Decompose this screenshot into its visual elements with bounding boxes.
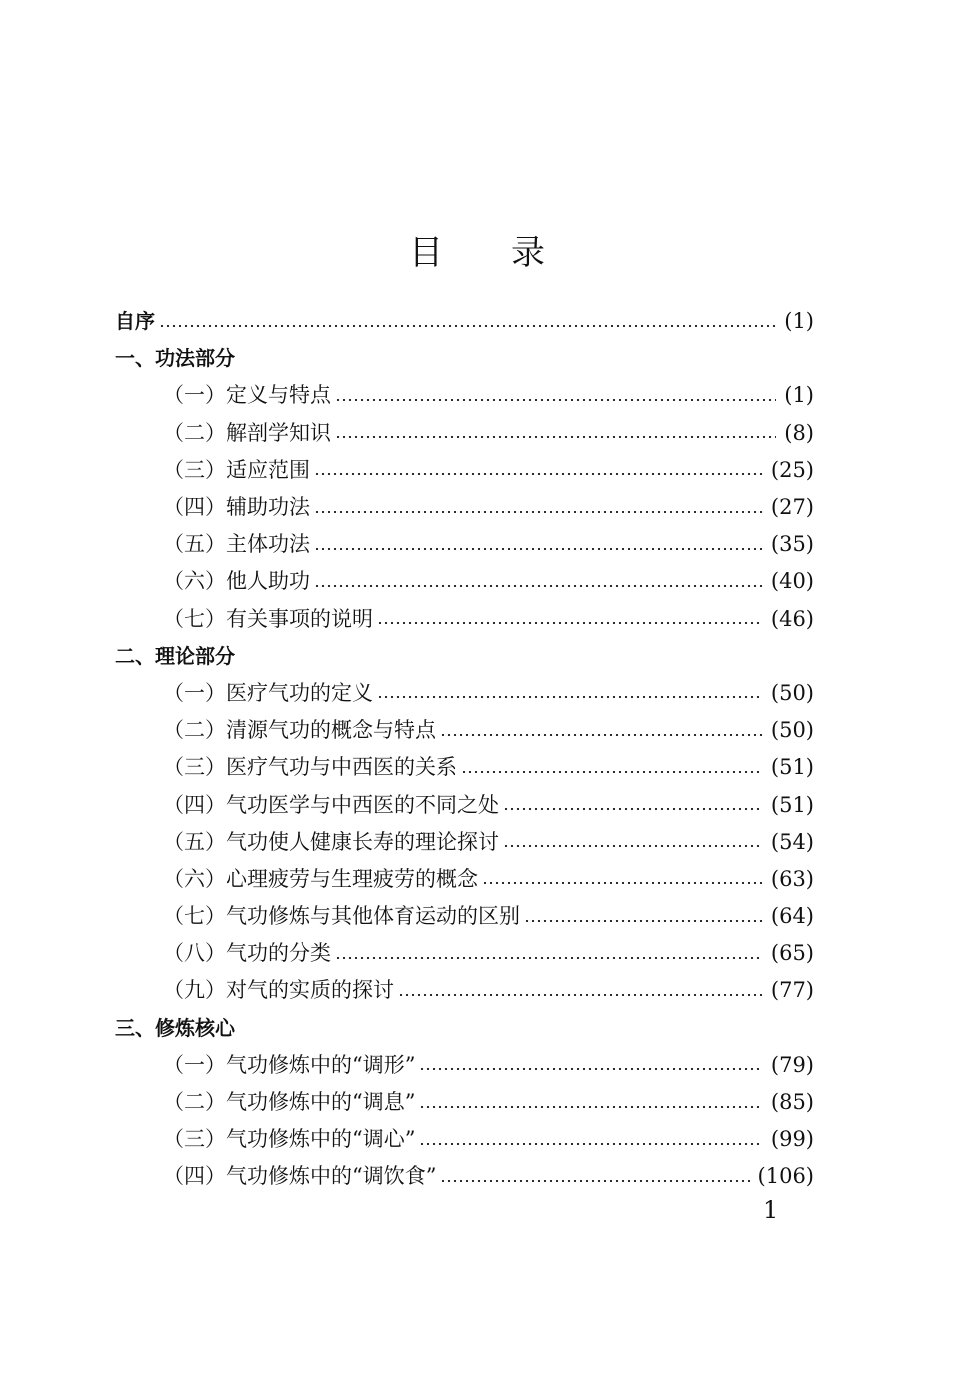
toc-entry[interactable]	[115, 972, 814, 1009]
toc-entry-label: （六）心理疲劳与生理疲劳的概念	[163, 866, 478, 891]
dot-leader	[440, 1180, 749, 1182]
dot-leader	[314, 473, 763, 475]
toc-entry[interactable]	[115, 935, 814, 972]
toc-entry-label: （四）辅助功法	[163, 495, 310, 520]
toc-entry[interactable]	[115, 712, 814, 749]
toc-entry[interactable]	[115, 563, 814, 600]
toc-section[interactable]	[115, 638, 814, 675]
toc-entry-label: （四）气功修炼中的“调饮食”	[163, 1164, 437, 1189]
toc-entry[interactable]	[115, 489, 814, 526]
toc-entry-page: (64)	[770, 904, 814, 929]
toc-entry[interactable]	[115, 675, 814, 712]
table-of-contents	[115, 303, 814, 1196]
toc-entry-label: 三、修炼核心	[115, 1015, 235, 1040]
toc-entry-label: 一、功法部分	[115, 346, 235, 371]
dot-leader	[482, 882, 763, 884]
toc-entry-label: （五）主体功法	[163, 532, 310, 557]
toc-entry-label: （二）气功修炼中的“调息”	[163, 1090, 416, 1115]
toc-entry-label: （一）定义与特点	[163, 383, 331, 408]
toc-entry-label: （一）气功修炼中的“调形”	[163, 1052, 416, 1077]
toc-entry-page: (50)	[770, 680, 814, 705]
dot-leader	[377, 622, 763, 624]
toc-entry[interactable]	[115, 898, 814, 935]
toc-entry-page: (51)	[770, 755, 814, 780]
toc-entry[interactable]	[115, 749, 814, 786]
toc-entry-page: (1)	[784, 309, 814, 334]
dot-leader	[461, 771, 763, 773]
toc-entry-label: （六）他人助功	[163, 569, 310, 594]
toc-entry-page: (35)	[770, 532, 814, 557]
toc-entry-page: (77)	[770, 978, 814, 1003]
dot-leader	[314, 548, 763, 550]
toc-section[interactable]	[115, 340, 814, 377]
dot-leader	[398, 994, 763, 996]
toc-entry-page: (1)	[784, 383, 814, 408]
toc-entry-label: （一）医疗气功的定义	[163, 680, 373, 705]
toc-section[interactable]	[115, 1010, 814, 1047]
dot-leader	[335, 957, 763, 959]
toc-entry-page: (40)	[770, 569, 814, 594]
toc-entry-page: (50)	[770, 718, 814, 743]
toc-entry[interactable]	[115, 377, 814, 414]
toc-entry-label: （四）气功医学与中西医的不同之处	[163, 792, 499, 817]
toc-entry-page: (25)	[770, 457, 814, 482]
dot-leader	[524, 920, 763, 922]
dot-leader	[335, 436, 776, 438]
toc-entry-page: (106)	[757, 1164, 814, 1189]
toc-section[interactable]	[115, 303, 814, 340]
toc-entry-page: (51)	[770, 792, 814, 817]
dot-leader	[314, 511, 763, 513]
toc-entry[interactable]	[115, 786, 814, 823]
dot-leader	[440, 734, 763, 736]
toc-entry-label: （三）气功修炼中的“调心”	[163, 1127, 416, 1152]
toc-entry-page: (54)	[770, 829, 814, 854]
toc-entry[interactable]	[115, 861, 814, 898]
toc-entry[interactable]	[115, 1047, 814, 1084]
toc-entry-page: (27)	[770, 495, 814, 520]
dot-leader	[314, 585, 763, 587]
toc-entry-label: （二）清源气功的概念与特点	[163, 718, 436, 743]
toc-entry-page: (46)	[770, 606, 814, 631]
toc-entry-label: 自序	[115, 309, 155, 334]
toc-entry[interactable]	[115, 601, 814, 638]
toc-entry-label: （三）医疗气功与中西医的关系	[163, 755, 457, 780]
toc-entry-label: 二、理论部分	[115, 643, 235, 668]
page-number: 1	[763, 1196, 779, 1224]
dot-leader	[377, 696, 763, 698]
toc-entry-label: （七）有关事项的说明	[163, 606, 373, 631]
page-title: 目录	[409, 233, 613, 273]
toc-entry-page: (85)	[770, 1090, 814, 1115]
toc-entry[interactable]	[115, 824, 814, 861]
toc-entry-label: （八）气功的分类	[163, 941, 331, 966]
toc-entry-label: （七）气功修炼与其他体育运动的区别	[163, 904, 520, 929]
toc-entry[interactable]	[115, 415, 814, 452]
dot-leader	[419, 1068, 762, 1070]
toc-entry[interactable]	[115, 1121, 814, 1158]
dot-leader	[335, 399, 776, 401]
dot-leader	[503, 845, 763, 847]
toc-entry-label: （五）气功使人健康长寿的理论探讨	[163, 829, 499, 854]
toc-entry-page: (79)	[770, 1052, 814, 1077]
dot-leader	[419, 1143, 762, 1145]
toc-entry-label: （九）对气的实质的探讨	[163, 978, 394, 1003]
toc-entry[interactable]	[115, 1084, 814, 1121]
toc-entry-page: (65)	[770, 941, 814, 966]
dot-leader	[503, 808, 763, 810]
toc-entry-page: (99)	[770, 1127, 814, 1152]
toc-entry-label: （三）适应范围	[163, 457, 310, 482]
toc-entry[interactable]	[115, 1158, 814, 1195]
toc-entry-page: (8)	[784, 420, 814, 445]
dot-leader	[419, 1106, 762, 1108]
toc-entry-page: (63)	[770, 866, 814, 891]
dot-leader	[159, 325, 776, 327]
toc-entry-label: （二）解剖学知识	[163, 420, 331, 445]
toc-entry[interactable]	[115, 526, 814, 563]
toc-entry[interactable]	[115, 452, 814, 489]
